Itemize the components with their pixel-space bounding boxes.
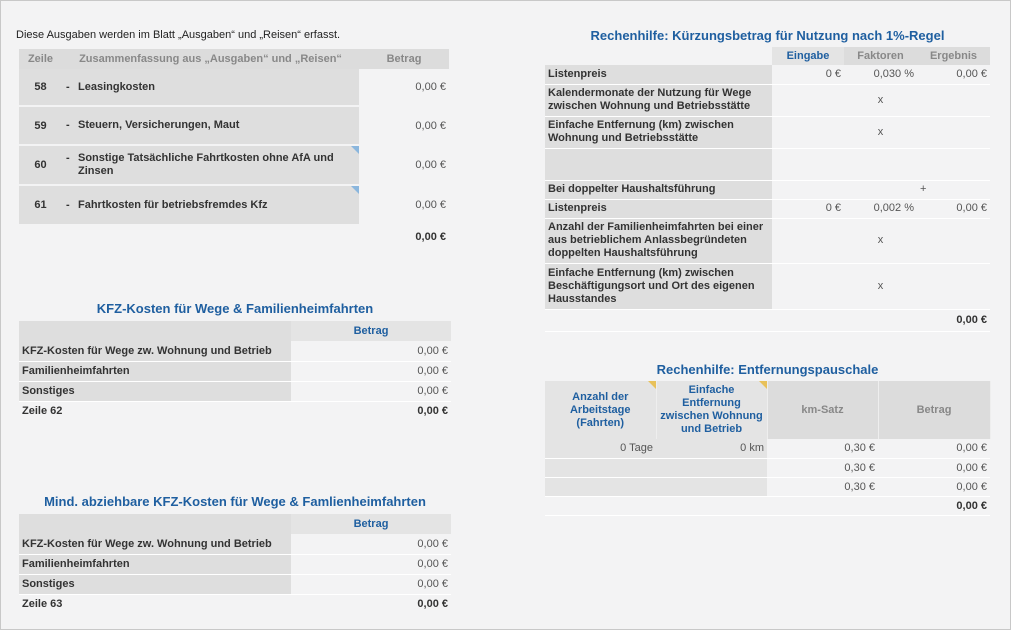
comment-marker-icon[interactable] xyxy=(648,381,656,389)
zeile-number: 60 xyxy=(19,145,62,185)
betrag-cell[interactable]: 0,00 € xyxy=(359,106,449,145)
betrag-cell: 0,00 € xyxy=(291,381,451,401)
comment-marker-icon[interactable] xyxy=(759,381,767,389)
row-label: - Sonstige Tatsächliche Fahrtkosten ohne AfA und Zinsen xyxy=(62,145,359,185)
row-label: Einfache Entfernung (km) zwischen Wohnung und Betriebsstätte xyxy=(545,116,772,148)
header-eingabe: Eingabe xyxy=(772,47,844,65)
header-zusammenfassung: Zusammenfassung aus „Ausgaben“ und „Reisen“ xyxy=(62,49,359,69)
header-zeile: Zeile xyxy=(19,49,62,69)
ergebnis-cell: 0,00 € xyxy=(917,65,990,84)
table-row xyxy=(545,84,990,116)
betrag-cell: 0,00 € xyxy=(878,458,990,477)
table-row xyxy=(545,263,990,309)
header-betrag: Betrag xyxy=(291,514,451,534)
row-label: Familienheimfahrten xyxy=(19,361,291,381)
table-row xyxy=(545,180,990,199)
table-row xyxy=(19,185,449,225)
entfernung-table xyxy=(545,381,991,516)
betrag-cell: 0,00 € xyxy=(291,574,451,594)
faktor-cell xyxy=(844,180,917,199)
table-row xyxy=(19,534,451,554)
table-row xyxy=(545,116,990,148)
row-label: - Fahrtkosten für betriebsfremdes Kfz xyxy=(62,185,359,225)
entfernung-total: 0,00 € xyxy=(878,496,990,515)
mind-table xyxy=(19,514,451,614)
eingabe-cell xyxy=(772,148,844,180)
zeile-number: 58 xyxy=(19,69,62,106)
eingabe-cell[interactable]: 0 € xyxy=(772,199,844,218)
row-label xyxy=(545,148,772,180)
row-label: Kalendermonate der Nutzung für Wege zwischen Wohnung und Betriebsstätte xyxy=(545,84,772,116)
table-row xyxy=(19,381,451,401)
table-row xyxy=(545,458,990,477)
betrag-cell[interactable]: 0,00 € xyxy=(359,69,449,106)
betrag-cell: 0,00 € xyxy=(291,341,451,361)
faktor-cell: 0,030 % xyxy=(844,65,917,84)
ergebnis-cell xyxy=(917,148,990,180)
table-row xyxy=(545,199,990,218)
kuerzung-table xyxy=(545,47,990,332)
table-row xyxy=(545,477,990,496)
table-row xyxy=(19,554,451,574)
comment-marker-icon[interactable] xyxy=(351,146,359,154)
row-label: KFZ-Kosten für Wege zw. Wohnung und Betrieb xyxy=(19,534,291,554)
header-km-satz: km-Satz xyxy=(767,381,878,439)
row-label: Listenpreis xyxy=(545,199,772,218)
table-row xyxy=(545,218,990,263)
table-row xyxy=(545,65,990,84)
zeile-label: Zeile 63 xyxy=(19,594,291,614)
faktor-cell: x xyxy=(844,84,917,116)
row-label: KFZ-Kosten für Wege zw. Wohnung und Betrieb xyxy=(19,341,291,361)
betrag-cell: 0,00 € xyxy=(291,554,451,574)
table-row xyxy=(19,69,449,106)
header-betrag: Betrag xyxy=(878,381,990,439)
table-row xyxy=(545,148,990,180)
summary-total: 0,00 € xyxy=(359,225,449,247)
betrag-cell[interactable]: 0,00 € xyxy=(359,145,449,185)
kfz-table xyxy=(19,321,451,421)
faktor-cell: 0,002 % xyxy=(844,199,917,218)
betrag-cell: 0,00 € xyxy=(291,534,451,554)
mind-title: Mind. abziehbare KFZ-Kosten für Wege & Famlienheimfahrten xyxy=(44,494,426,509)
km-cell[interactable] xyxy=(656,477,767,496)
betrag-cell[interactable]: 0,00 € xyxy=(359,185,449,225)
faktor-cell xyxy=(844,148,917,180)
satz-cell: 0,30 € xyxy=(767,439,878,458)
betrag-cell: 0,00 € xyxy=(878,439,990,458)
satz-cell: 0,30 € xyxy=(767,477,878,496)
eingabe-cell[interactable] xyxy=(772,84,844,116)
summary-table xyxy=(19,49,449,247)
row-label: - Steuern, Versicherungen, Maut xyxy=(62,106,359,145)
eingabe-cell xyxy=(772,180,844,199)
eingabe-cell[interactable] xyxy=(772,218,844,263)
header-ergebnis: Ergebnis xyxy=(917,47,990,65)
header-betrag: Betrag xyxy=(291,321,451,341)
kfz-total: 0,00 € xyxy=(291,401,451,421)
faktor-cell: x xyxy=(844,116,917,148)
zeile-number: 59 xyxy=(19,106,62,145)
tage-cell[interactable]: 0 Tage xyxy=(545,439,656,458)
zeile-number: 61 xyxy=(19,185,62,225)
table-row xyxy=(19,341,451,361)
tage-cell[interactable] xyxy=(545,477,656,496)
zeile-label: Zeile 62 xyxy=(19,401,291,421)
faktor-cell: x xyxy=(844,263,917,309)
entfernung-title: Rechenhilfe: Entfernungspauschale xyxy=(656,362,879,377)
km-cell[interactable]: 0 km xyxy=(656,439,767,458)
satz-cell: 0,30 € xyxy=(767,458,878,477)
plus-sign: + xyxy=(917,180,990,199)
row-label: Einfache Entfernung (km) zwischen Beschäftigungsort und Ort des eigenen Hausstandes xyxy=(545,263,772,309)
table-row xyxy=(19,106,449,145)
ergebnis-cell: 0,00 € xyxy=(917,199,990,218)
ergebnis-cell xyxy=(917,116,990,148)
kuerzung-total: 0,00 € xyxy=(917,309,990,331)
eingabe-cell[interactable] xyxy=(772,116,844,148)
row-label: Familienheimfahrten xyxy=(19,554,291,574)
kfz-title: KFZ-Kosten für Wege & Familienheimfahrten xyxy=(96,301,374,316)
row-label: - Leasingkosten xyxy=(62,69,359,106)
ergebnis-cell xyxy=(917,84,990,116)
header-entfernung: Einfache Entfernung zwischen Wohnung und Betrieb xyxy=(656,381,767,439)
table-row xyxy=(545,439,990,458)
row-label: Bei doppelter Haushaltsführung xyxy=(545,180,772,199)
km-cell[interactable] xyxy=(656,458,767,477)
intro-text: Diese Ausgaben werden im Blatt „Ausgaben“ und „Reisen“ erfasst. xyxy=(16,29,341,41)
mind-total: 0,00 € xyxy=(291,594,451,614)
betrag-cell: 0,00 € xyxy=(878,477,990,496)
eingabe-cell[interactable]: 0 € xyxy=(772,65,844,84)
faktor-cell: x xyxy=(844,218,917,263)
eingabe-cell[interactable] xyxy=(772,263,844,309)
comment-marker-icon[interactable] xyxy=(351,186,359,194)
row-label: Sonstiges xyxy=(19,381,291,401)
header-faktoren: Faktoren xyxy=(844,47,917,65)
ergebnis-cell xyxy=(917,218,990,263)
header-arbeitstage: Anzahl der Arbeitstage (Fahrten) xyxy=(545,381,656,439)
table-row xyxy=(19,574,451,594)
ergebnis-cell xyxy=(917,263,990,309)
tage-cell[interactable] xyxy=(545,458,656,477)
table-row xyxy=(19,361,451,381)
row-label: Anzahl der Familienheimfahrten bei einer aus betrieblichem Anlassbegründeten doppelten Haushaltsführung xyxy=(545,218,772,263)
row-label: Listenpreis xyxy=(545,65,772,84)
table-row xyxy=(19,145,449,185)
kuerzung-title: Rechenhilfe: Kürzungsbetrag für Nutzung nach 1%-Regel xyxy=(590,28,945,43)
betrag-cell: 0,00 € xyxy=(291,361,451,381)
row-label: Sonstiges xyxy=(19,574,291,594)
header-betrag: Betrag xyxy=(359,49,449,69)
